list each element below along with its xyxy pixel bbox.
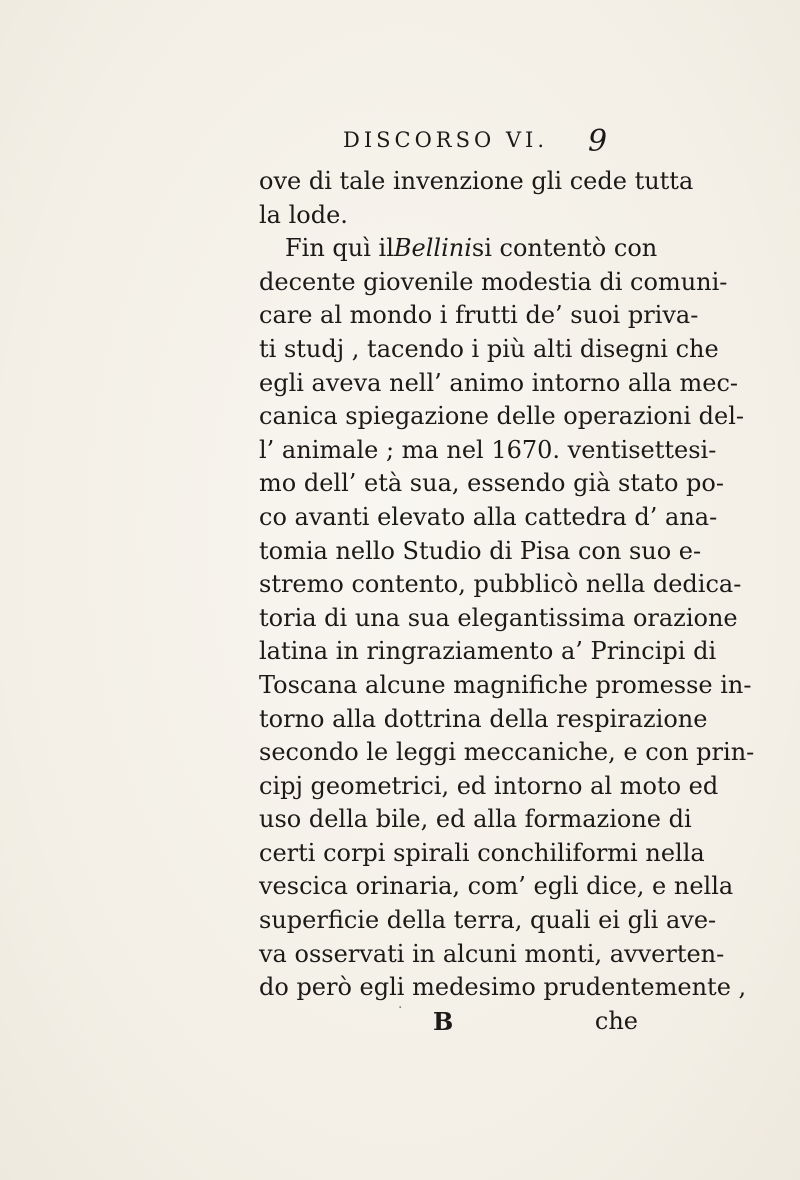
text-line: egli aveva nell’ animo intorno alla mec-: [259, 368, 739, 397]
page-number: 9: [588, 124, 608, 159]
text-line: ove di tale invenzione gli cede tutta: [259, 167, 694, 195]
body-text: [259, 165, 755, 1038]
text-line: la lode.: [259, 200, 348, 229]
text-line: ti studj , tacendo i più alti disegni che: [259, 334, 719, 363]
text-line: do però egli medesimo prudentemente ,: [259, 973, 747, 1002]
text-line: co avanti elevato alla cattedra d’ ana-: [259, 502, 718, 531]
text-line: Toscana alcune magnifiche promesse in-: [259, 670, 752, 699]
catchword: che: [594, 1006, 638, 1035]
text-line: latina in ringraziamento a’ Principi di: [259, 637, 717, 666]
text-line: tomia nello Studio di Pisa con suo e-: [259, 536, 702, 565]
text-line: l’ animale ; ma nel 1670. ventisettesi-: [259, 435, 717, 464]
signature-line: [259, 1005, 644, 1039]
text-line: decente giovenile modestia di comuni-: [259, 267, 728, 296]
signature-mark: B: [433, 1006, 454, 1036]
text-line: care al mondo i frutti de’ suoi priva-: [259, 301, 699, 330]
specks: ·: [398, 1000, 403, 1016]
text-line: superficie della terra, quali ei gli ave-: [259, 906, 717, 935]
text-line: mo dell’ età sua, essendo già stato po-: [259, 469, 724, 498]
text-line: certi corpi spirali conchiliformi nella: [259, 838, 705, 867]
text-line: torno alla dottrina della respirazione: [259, 704, 708, 733]
text-line: vescica orinaria, com’ egli dice, e nella: [259, 872, 734, 901]
text-line: toria di una sua elegantissima orazione: [259, 603, 738, 632]
text-line: secondo le leggi meccaniche, e con prin-: [259, 738, 755, 767]
text-line: cipj geometrici, ed intorno al moto ed: [259, 771, 719, 800]
running-head-title: DISCORSO VI.: [343, 128, 549, 152]
text-line: uso della bile, ed alla formazione di: [259, 805, 692, 834]
text-line: canica spiegazione delle operazioni del-: [259, 402, 744, 431]
text-line: Fin quì il Bellini si contentò con: [285, 234, 658, 263]
text-line: va osservati in alcuni monti, avverten-: [259, 939, 725, 968]
running-head: [0, 122, 800, 162]
text-line: stremo contento, pubblicò nella dedica-: [259, 570, 742, 599]
